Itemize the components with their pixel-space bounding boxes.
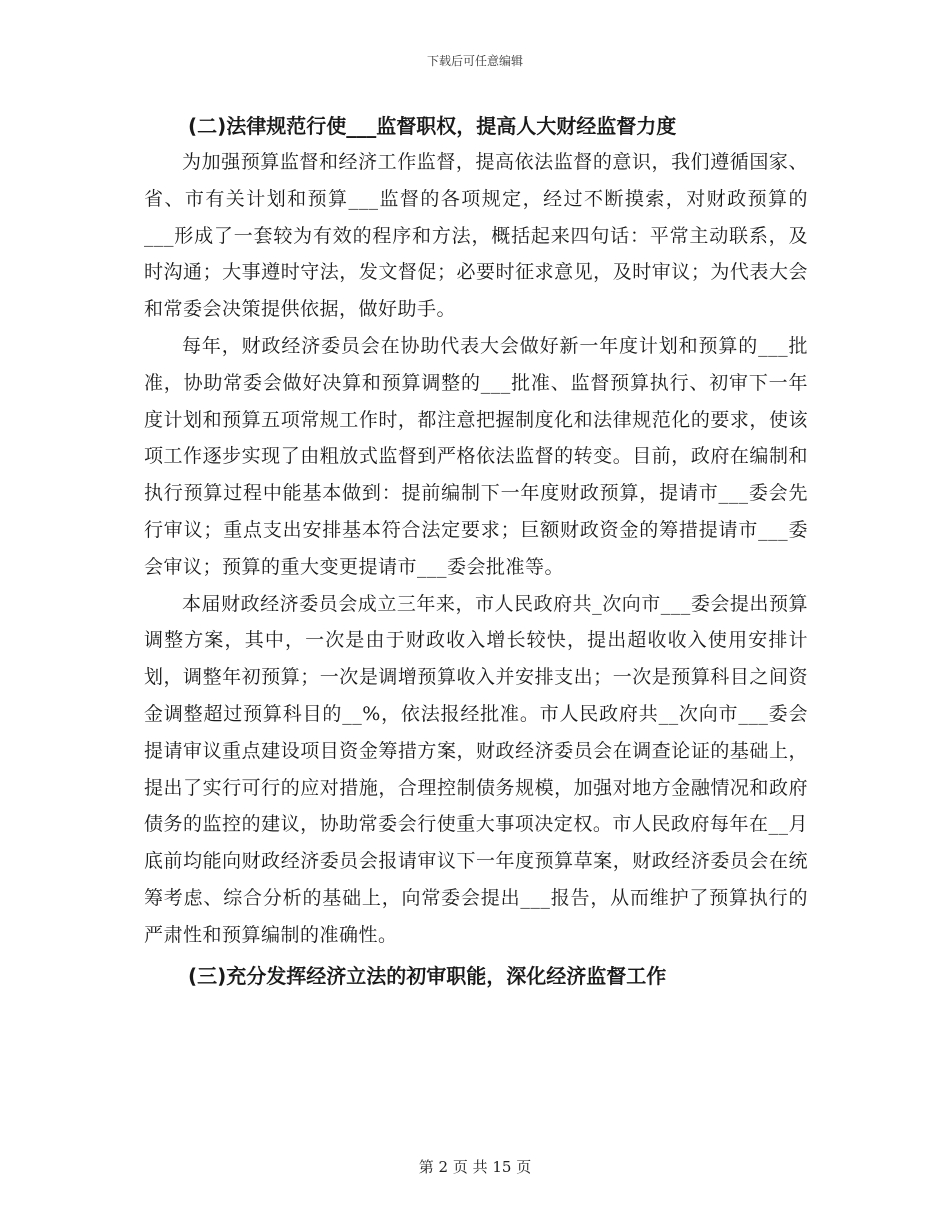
paragraph-3: 本届财政经济委员会成立三年来，市人民政府共_次向市___委会提出预算调整方案，其中，一次是由于财政收入增长较快，提出超收收入使用安排计划，调整年初预算；一次是调增预算收入并安排支出；一次是预算科目之间资金调整超过预算科目的__%，依法报经批准。市人民政府共__次向市___委会提请审议重点建设项目资金筹措方案，财政经济委员会在调查论证的基础上，提出了实行可行的应对措施，合理控制债务规模，加强对地方金融情况和政府债务的监控的建议，协助常委会行使重大事项决定权。市人民政府每年在__月底前均能向财政经济委员会报请审议下一年度预算草案，财政经济委员会在统筹考虑、综合分析的基础上，向常委会提出___报告，从而维护了预算执行的严肃性和预算编制的准确性。 bbox=[144, 592, 808, 946]
page-header-note: 下载后可任意编辑 bbox=[426, 54, 523, 68]
paragraph-1: 为加强预算监督和经济工作监督，提高依法监督的意识，我们遵循国家、省、市有关计划和预算___监督的各项规定，经过不断摸索，对财政预算的___形成了一套较为有效的程序和方法，概括起来四句话：平常主动联系，及时沟通；大事遵时守法，发文督促；必要时征求意见，及时审议；为代表大会和常委会决策提供依据，做好助手。 bbox=[144, 151, 808, 321]
document-body bbox=[144, 108, 808, 994]
paragraph-2: 每年，财政经济委员会在协助代表大会做好新一年度计划和预算的___批准，协助常委会做好决算和预算调整的___批准、监督预算执行、初审下一年度计划和预算五项常规工作时，都注意把握制度化和法律规范化的要求，使该项工作逐步实现了由粗放式监督到严格依法监督的转变。目前，政府在编制和执行预算过程中能基本做到：提前编制下一年度财政预算，提请市___委会先行审议；重点支出安排基本符合法定要求；巨额财政资金的筹措提请市___委会审议；预算的重大变更提请市___委会批准等。 bbox=[144, 334, 808, 578]
section-heading-3: (三)充分发挥经济立法的初审职能，深化经济监督工作 bbox=[188, 963, 667, 988]
section-heading-2: (二)法律规范行使___监督职权，提高人大财经监督力度 bbox=[188, 114, 677, 138]
page-number: 第 2 页 共 15 页 bbox=[418, 1158, 532, 1176]
